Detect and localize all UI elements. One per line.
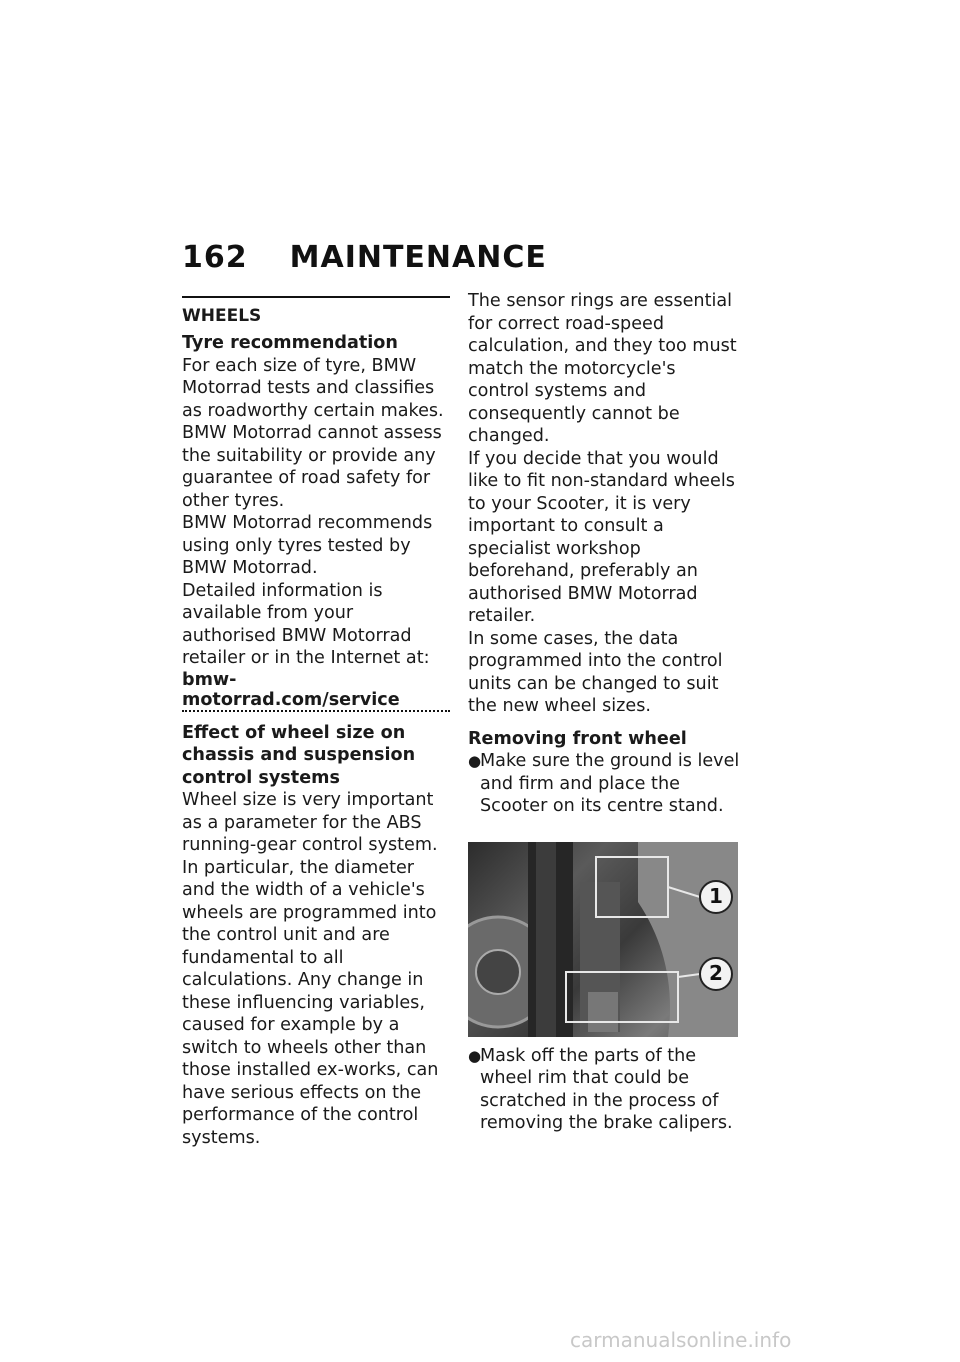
section-heading: MAINTENANCE xyxy=(289,240,547,275)
service-link[interactable]: bmw-motorrad.com/service xyxy=(182,670,450,712)
data-programming-paragraph: In some cases, the data programmed into the control units can be changed to suit the new wheel sizes. xyxy=(468,628,723,716)
watermark: carmanualsonline.info xyxy=(570,1328,792,1352)
photo-illustration xyxy=(468,842,738,1037)
callout-1-label: 1 xyxy=(709,883,723,908)
tyre-paragraph-1: For each size of tyre, BMW Motorrad tests and classifies as roadworthy certain makes. BMW Motorrad cannot assess the suitability or provide any guarantee of road safety for other tyres. xyxy=(182,355,444,511)
tyre-paragraph-3: Detailed information is available from your authorised BMW Motorrad retailer or in the Internet at: xyxy=(182,580,430,668)
tyre-recommendation-title: Tyre recommendation xyxy=(182,333,398,353)
effect-paragraph: Wheel size is very important as a parameter for the ABS running-gear control system. In particular, the diameter and the width of a vehicle's wheels are programmed into the control unit and are fundamental to all calculations. Any change in these influencing variables, caused for example by a switch to wheels other than those installed ex-works, can have serious effects on the performance of the control systems. xyxy=(182,790,439,1148)
front-wheel-photo xyxy=(468,842,738,1037)
left-column xyxy=(182,296,450,1149)
removing-front-wheel-title: Removing front wheel xyxy=(468,728,687,749)
tyre-paragraph-2: BMW Motorrad recommends using only tyres tested by BMW Motorrad. xyxy=(182,513,433,578)
non-standard-wheels-paragraph: If you decide that you would like to fit non-standard wheels to your Scooter, it is very important to consult a specialist workshop beforehand, preferably an authorised BMW Motorrad retailer. xyxy=(468,448,735,626)
bullet-dot-icon: ● xyxy=(468,1046,482,1065)
wheels-title: WHEELS xyxy=(182,306,262,326)
section-rule xyxy=(182,296,450,298)
right-column xyxy=(468,290,740,1135)
callout-2-label: 2 xyxy=(709,960,723,985)
effect-title: Effect of wheel size on chassis and suspension control systems xyxy=(182,722,416,788)
bullet-item-ground: ● Make sure the ground is level and firm and place the Scooter on its centre stand. xyxy=(468,751,740,816)
bullet-item-mask: ● Mask off the parts of the wheel rim that could be scratched in the process of removing the brake calipers. xyxy=(468,1045,733,1133)
page-number: 162 xyxy=(182,240,248,275)
sensor-paragraph: The sensor rings are essential for correct road-speed calculation, and they too must match the motorcycle's control systems and consequently cannot be changed. xyxy=(468,291,737,446)
page-header xyxy=(182,240,547,275)
bullet-dot-icon: ● xyxy=(468,752,482,770)
